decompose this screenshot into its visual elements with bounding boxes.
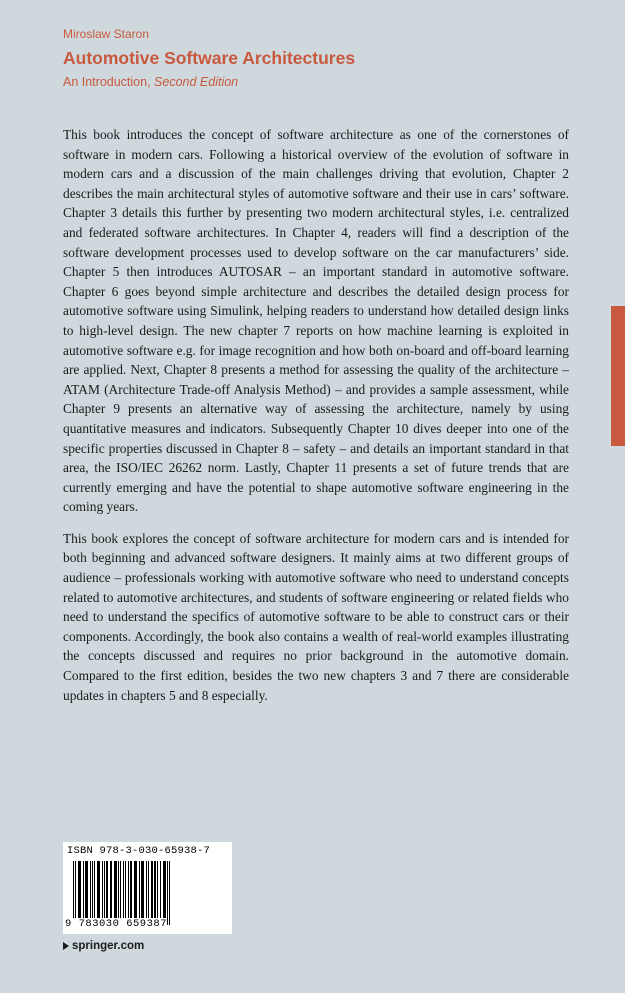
barcode-bar: [146, 861, 147, 918]
barcode-bar: [106, 861, 108, 918]
barcode-bar: [114, 861, 117, 918]
back-cover-blurb: [63, 125, 569, 717]
barcode-bar: [151, 861, 153, 918]
barcode-bar: [97, 861, 100, 918]
blurb-paragraph-2: This book explores the concept of software architecture for modern cars and is intended for both beginning and advanced software designers. It mainly aims at two different groups of audience – professionals working with automotive software who need to understand concepts related to automotive architectures, and students of software engineering or related fields who need to understand the specifics of automotive software to be able to construct cars or their components. Accordingly, the book also contains a wealth of real-world examples illustrating the concepts discussed and requires no prior background in the automotive domain. Compared to the first edition, besides the two new chapters 3 and 7 there are considerable updates in chapters 5 and 8 especially.: [63, 530, 569, 703]
barcode-bar: [78, 861, 81, 918]
barcode-bar: [94, 861, 95, 918]
barcode-bar: [83, 861, 84, 918]
barcode-bar: [154, 861, 156, 918]
barcode-graphic: [67, 861, 228, 925]
barcode-bar: [134, 861, 137, 918]
barcode-bar: [92, 861, 93, 918]
barcode-bar: [75, 861, 76, 925]
triangle-arrow-icon: [63, 942, 69, 950]
barcode-bar: [85, 861, 88, 918]
isbn-barcode-box: [63, 842, 232, 934]
barcode-bar: [104, 861, 105, 918]
cover-header: [63, 26, 563, 90]
spine-accent-tab: [611, 306, 625, 446]
publisher-name: springer.com: [72, 940, 145, 952]
barcode-bar: [169, 861, 170, 925]
blurb-paragraph-1: This book introduces the concept of software architecture as one of the cornerstones of software in modern cars. Following a historical overview of the evolution of software in modern cars and a discussion of the main challenges driving that evolution, Chapter 2 describes the main architectural styles of automotive software and their use in cars’ software. Chapter 3 details this further by presenting two modern architectural styles, i.e. centralized and federated software architectures. In Chapter 4, readers will find a description of the software development processes used to develop software on the car manufacturers’ side. Chapter 5 then introduces AUTOSAR – an important standard in automotive software. Chapter 6 goes beyond simple architecture and describes the detailed design process for automotive software using Simulink, helping readers to understand how detailed design links to high-level design. The new chapter 7 reports on how machine learning is exploited in automotive software e.g. for image recognition and how both on-board and off-board learning are applied. Next, Chapter 8 presents a method for assessing the quality of the architecture – ATAM (Architecture Trade-off Analysis Method) – and provides a sample assessment, while Chapter 9 presents an alternative way of assessing the architecture, namely by using quantitative measures and indicators. Subsequently Chapter 10 dives deeper into one of the specific properties discussed in Chapter 8 – safety – and details an important standard in that area, the ISO/IEC 26262 norm. Lastly, Chapter 11 presents a set of future trends that are currently emerging and have the potential to shape automotive software engineering in the coming years.: [63, 127, 569, 515]
edition-text: Second Edition: [154, 75, 239, 89]
barcode-bar: [148, 861, 149, 918]
barcode-bar: [157, 861, 158, 918]
barcode-bar: [160, 861, 161, 918]
barcode-bar: [130, 861, 132, 918]
barcode-bar: [163, 861, 166, 918]
barcode-bar: [167, 861, 168, 925]
publisher-link: [63, 940, 144, 952]
barcode-digits: 9 783030 659387: [65, 918, 168, 930]
barcode-bar: [123, 861, 124, 925]
book-title: Automotive Software Architectures: [63, 48, 356, 68]
barcode-bar: [110, 861, 112, 918]
author-name: Miroslaw Staron: [63, 27, 150, 41]
isbn-label: ISBN 978-3-030-65938-7: [67, 845, 211, 857]
barcode-bar: [139, 861, 140, 918]
book-subtitle: [63, 74, 563, 90]
barcode-bar: [90, 861, 91, 918]
barcode-bar: [120, 861, 121, 918]
barcode-bar: [141, 861, 144, 918]
barcode-bar: [102, 861, 103, 918]
barcode-bar: [128, 861, 129, 918]
barcode-bar: [73, 861, 74, 925]
barcode-bar: [125, 861, 126, 925]
barcode-bar: [118, 861, 119, 918]
subtitle-text: An Introduction,: [63, 75, 155, 89]
